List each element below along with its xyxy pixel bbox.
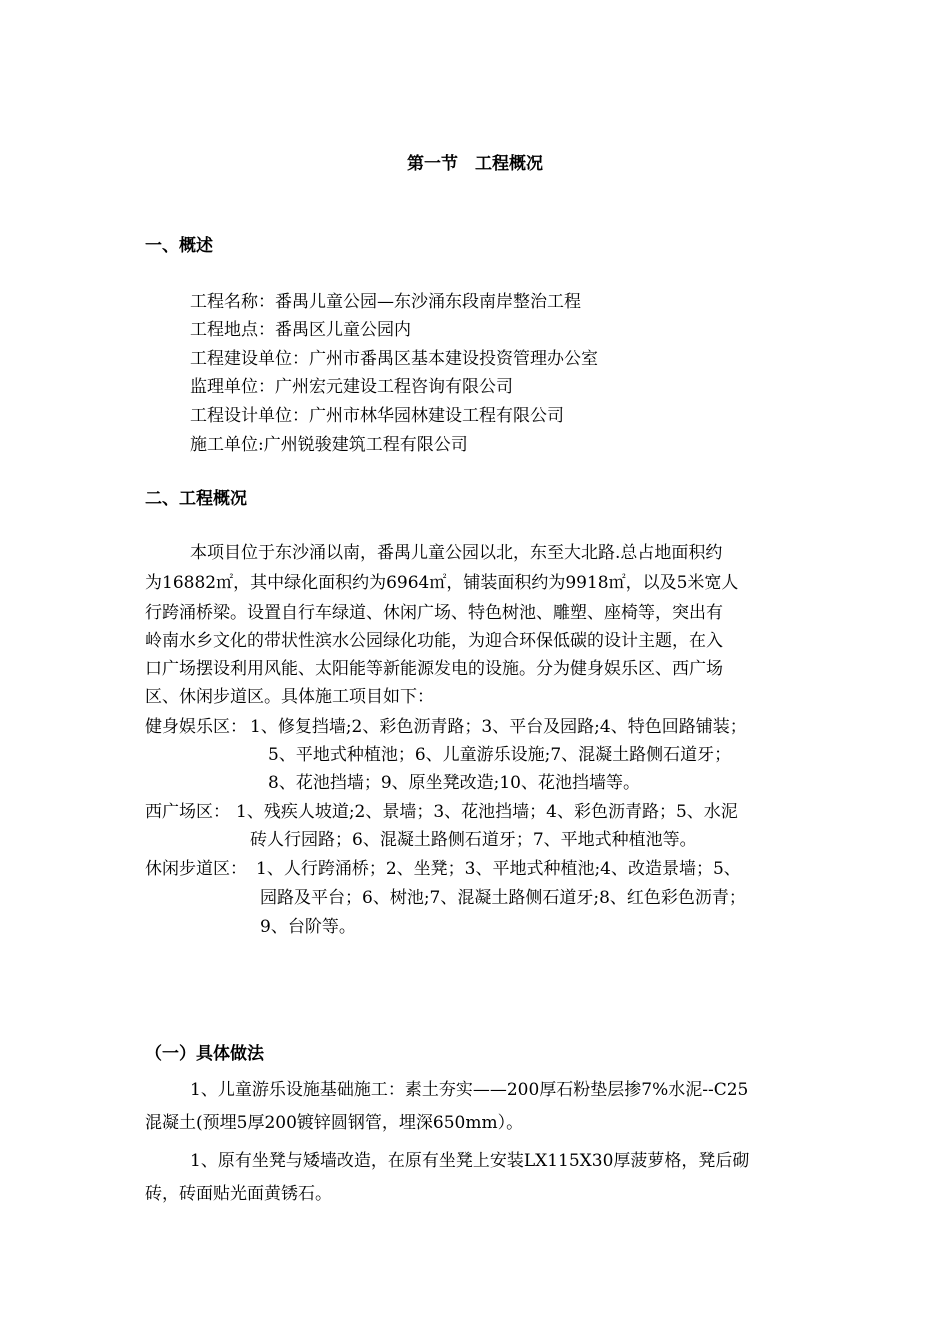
zone-item-line: 1、残疾人坡道;2、景墙；3、花池挡墙；4、彩色沥青路；5、水泥 — [236, 802, 738, 822]
overview-paragraph-line: 岭南水乡文化的带状性滨水公园绿化功能，为迎合环保低碳的设计主题，在入 — [145, 631, 723, 651]
overview-paragraph-line: 区、休闲步道区。具体施工项目如下： — [145, 687, 434, 707]
zone-label-leisure-walkway: 休闲步道区： — [145, 859, 247, 879]
zone-item-line: 9、台阶等。 — [260, 917, 356, 937]
section3-heading: （一）具体做法 — [145, 1044, 264, 1064]
zone-item-line: 8、花池挡墙；9、原坐凳改造;10、花池挡墙等。 — [268, 773, 640, 793]
zone-label-west-plaza: 西广场区： — [145, 802, 230, 822]
method-item-line: 1、原有坐凳与矮墙改造，在原有坐凳上安装LX115X30厚菠萝格，凳后砌 — [190, 1151, 750, 1171]
section2-heading: 二、工程概况 — [145, 489, 247, 509]
project-owner-line: 工程建设单位：广州市番禺区基本建设投资管理办公室 — [190, 349, 598, 369]
project-name-line: 工程名称：番禺儿童公园—东沙涌东段南岸整治工程 — [190, 292, 581, 312]
zone-label-fitness: 健身娱乐区： — [145, 717, 247, 737]
zone-item-line: 砖人行园路；6、混凝土路侧石道牙；7、平地式种植池等。 — [250, 830, 697, 850]
overview-paragraph-line: 本项目位于东沙涌以南，番禺儿童公园以北，东至大北路.总占地面积约 — [190, 543, 723, 563]
method-item-line: 1、儿童游乐设施基础施工：素土夯实——200厚石粉垫层掺7%水泥--C25 — [190, 1080, 749, 1100]
page-title: 第一节 工程概况 — [407, 154, 543, 174]
contractor-line: 施工单位:广州锐骏建筑工程有限公司 — [190, 435, 468, 455]
zone-item-line: 园路及平台；6、树池;7、混凝土路侧石道牙;8、红色彩色沥青； — [260, 888, 746, 908]
method-item-line: 混凝土(预埋5厚200镀锌圆钢管，埋深650mm）。 — [145, 1113, 524, 1133]
designer-line: 工程设计单位：广州市林华园林建设工程有限公司 — [190, 406, 564, 426]
method-item-line: 砖，砖面贴光面黄锈石。 — [145, 1184, 332, 1204]
overview-paragraph-line: 行跨涌桥梁。设置自行车绿道、休闲广场、特色树池、雕塑、座椅等，突出有 — [145, 603, 723, 623]
zone-item-line: 5、平地式种植池；6、儿童游乐设施;7、混凝土路侧石道牙； — [268, 745, 732, 765]
overview-paragraph-line: 为16882㎡，其中绿化面积约为6964㎡，铺装面积约为9918㎡，以及5米宽人 — [145, 573, 739, 593]
section1-heading: 一、概述 — [145, 236, 213, 256]
zone-item-line: 1、修复挡墙;2、彩色沥青路；3、平台及园路;4、特色回路铺装； — [250, 717, 747, 737]
supervisor-line: 监理单位：广州宏元建设工程咨询有限公司 — [190, 377, 513, 397]
zone-item-line: 1、人行跨涌桥；2、坐凳；3、平地式种植池;4、改造景墙；5、 — [256, 859, 741, 879]
project-location-line: 工程地点：番禺区儿童公园内 — [190, 320, 411, 340]
overview-paragraph-line: 口广场摆设利用风能、太阳能等新能源发电的设施。分为健身娱乐区、西广场 — [145, 659, 723, 679]
